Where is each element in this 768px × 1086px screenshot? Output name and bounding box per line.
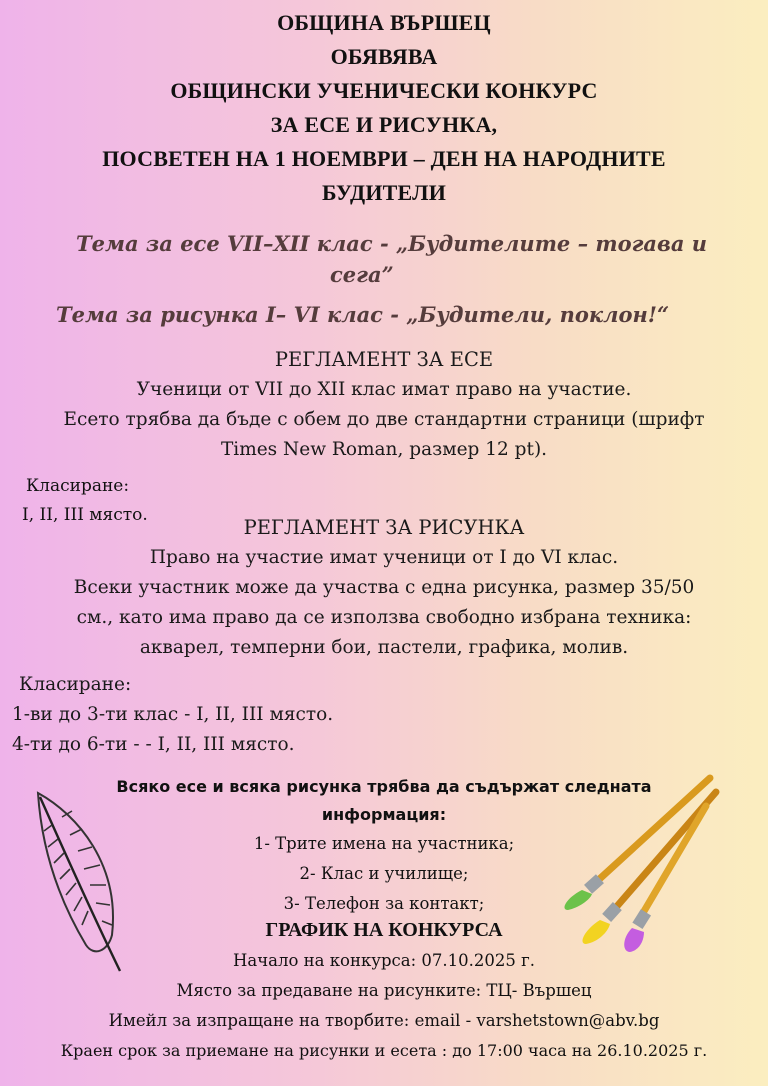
- header-line-4: ЗА ЕСЕ И РИСУНКА,: [270, 112, 498, 137]
- schedule-title: ГРАФИК НА КОНКУРСА: [265, 919, 503, 941]
- drawing-rules: [0, 513, 768, 663]
- info-title-line-1: Всяко есе и всяка рисунка трябва да съдържат следната: [116, 777, 652, 796]
- schedule-place: Място за предаване на рисунките: ТЦ- Вършец: [176, 981, 592, 1000]
- essay-rules: [0, 345, 768, 465]
- schedule-deadline: Краен срок за приемане на рисунки и есета : до 17:00 часа на 26.10.2025 г.: [60, 1041, 708, 1060]
- info-item-2: 2- Клас и училище;: [299, 864, 469, 883]
- drawing-rules-line-4: акварел, темперни бои, пастели, графика, молив.: [139, 637, 629, 658]
- schedule-email: Имейл за изпращане на творбите: email - varshetstown@abv.bg: [108, 1011, 660, 1030]
- essay-ranking-value: I, II, III място.: [22, 505, 148, 525]
- essay-theme-line-1: Тема за есе VII–XII клас - „Будителите – тогава и: [76, 231, 708, 256]
- drawing-rules-line-2: Всеки участник може да участва с една рисунка, размер 35/50: [73, 577, 695, 598]
- essay-theme-line-2: сега”: [330, 262, 394, 287]
- essay-rules-title: РЕГЛАМЕНТ ЗА ЕСЕ: [274, 348, 494, 371]
- header: [0, 6, 768, 210]
- drawing-theme: Тема за рисунка I– VI клас - „Будители, поклон!“: [56, 302, 670, 327]
- essay-rules-line-3: Times New Roman, размер 12 pt).: [220, 439, 548, 460]
- essay-ranking-label: Класиране:: [26, 476, 130, 496]
- drawing-rules-line-3: см., като има право да се използва свободно избрана техника:: [76, 607, 692, 628]
- schedule-block: [0, 915, 768, 1066]
- drawing-rules-title: РЕГЛАМЕНТ ЗА РИСУНКА: [243, 516, 525, 539]
- drawing-rules-line-1: Право на участие имат ученици от I до VI клас.: [149, 547, 619, 568]
- info-title-line-2: информация:: [321, 805, 447, 824]
- essay-rules-line-1: Ученици от VII до XII клас имат право на участие.: [136, 379, 632, 400]
- info-block: [0, 773, 768, 919]
- schedule-start: Начало на конкурса: 07.10.2025 г.: [232, 951, 536, 970]
- drawing-ranking: [12, 670, 333, 760]
- header-line-6: БУДИТЕЛИ: [321, 180, 447, 205]
- info-item-3: 3- Телефон за контакт;: [283, 894, 485, 913]
- header-line-2: ОБЯВЯВА: [330, 44, 438, 69]
- info-item-1: 1- Трите имена на участника;: [253, 834, 515, 853]
- drawing-ranking-label: Класиране:: [19, 674, 132, 695]
- drawing-ranking-2: 4-ти до 6-ти - - I, II, III място.: [12, 734, 295, 755]
- header-line-5: ПОСВЕТЕН НА 1 НОЕМВРИ – ДЕН НА НАРОДНИТЕ: [102, 146, 666, 171]
- header-line-1: ОБЩИНА ВЪРШЕЦ: [277, 10, 491, 35]
- essay-rules-line-2: Есето трябва да бъде с обем до две стандартни страници (шрифт: [63, 409, 705, 430]
- header-line-3: ОБЩИНСКИ УЧЕНИЧЕСКИ КОНКУРС: [170, 78, 598, 103]
- drawing-ranking-1: 1-ви до 3-ти клас - I, II, III място.: [12, 704, 334, 725]
